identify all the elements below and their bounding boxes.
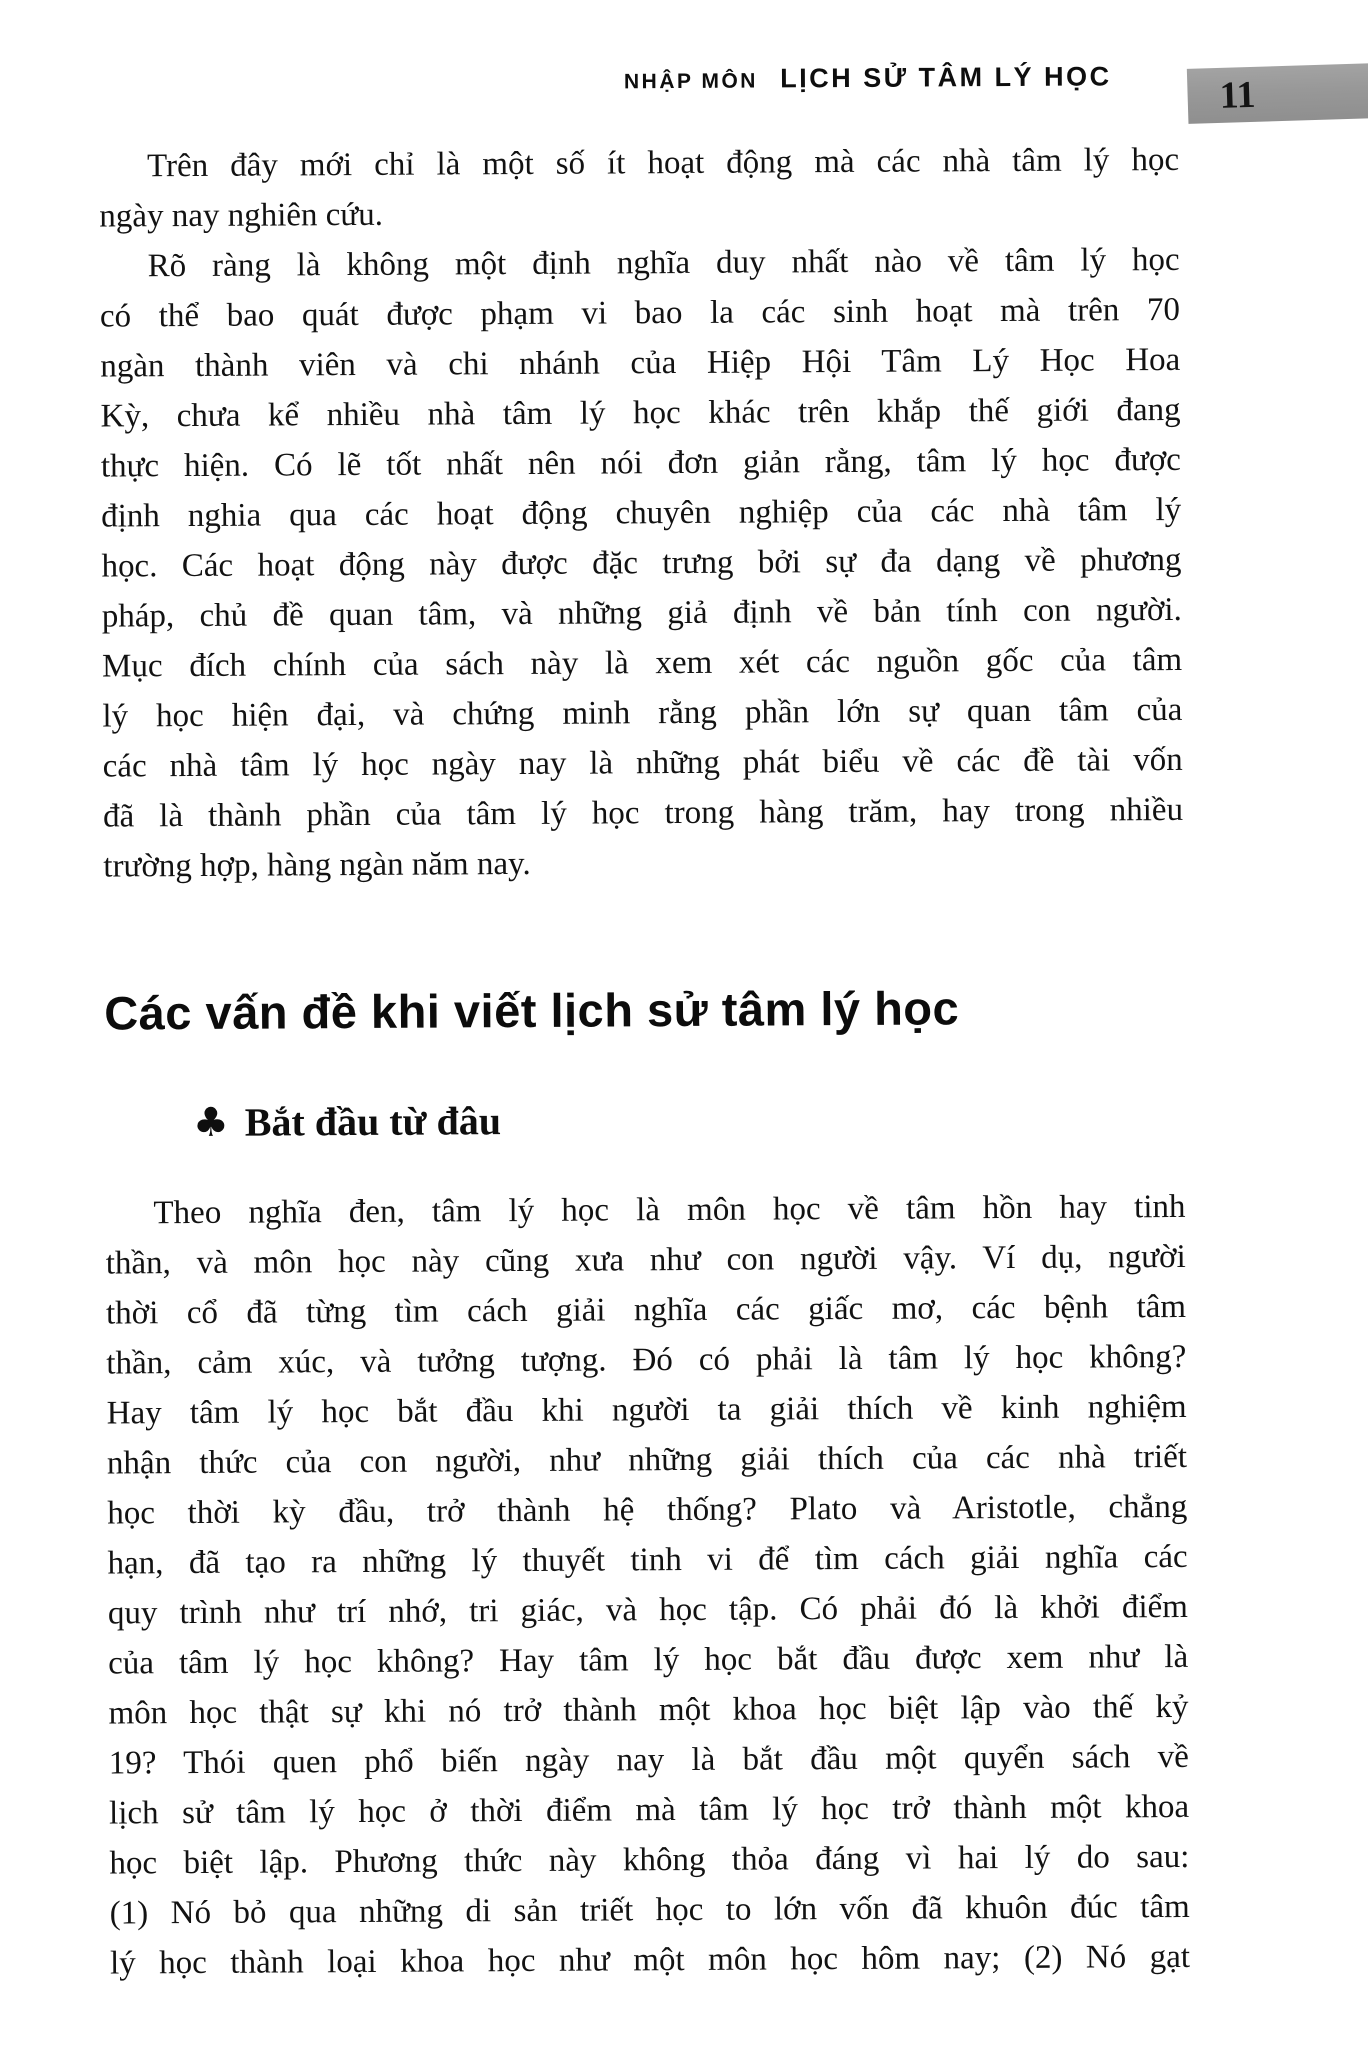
body-line: ngàn thành viên và chi nhánh của Hiệp Hội Tâm Lý Học Hoa [100,341,1181,385]
body-line: Theo nghĩa đen, tâm lý học là môn học về tâm hồn hay tinh [153,1188,1186,1232]
page-number: 11 [1218,73,1257,117]
body-line: pháp, chủ đề quan tâm, và những giả định về bản tính con người. [101,591,1182,635]
body-line: lý học thành loại khoa học như một môn học hôm nay; (2) Nó gạt [109,1938,1191,1982]
body-line: Hay tâm lý học bắt đầu khi người ta giải thích về kinh nghiệm [106,1388,1187,1432]
body-line: (1) Nó bỏ qua những di sản triết học to lớn vốn đã khuôn đúc tâm [109,1888,1190,1932]
running-head-book-part: NHẬP MÔN [623,69,758,94]
body-line: thần, và môn học này cũng xưa như con người vậy. Ví dụ, người [105,1238,1186,1282]
subsection-heading [105,1097,501,1146]
paragraph-where-to-begin [105,1182,1190,1989]
body-line: Kỳ, chưa kể nhiều nhà tâm lý học khác trên khắp thế giới đang [100,391,1181,435]
body-line: trường hợp, hàng ngàn năm nay. [103,845,531,885]
body-line: lịch sử tâm lý học ở thời điểm mà tâm lý học trở thành một khoa [109,1788,1190,1832]
body-line: Trên đây mới chỉ là một số ít hoạt động mà các nhà tâm lý học [146,141,1180,185]
body-line: học. Các hoạt động này được đặc trưng bởi sự đa dạng về phương [101,541,1182,585]
paragraph-intro [99,135,1180,242]
body-line: nhận thức của con người, như những giải thích của các nhà triết [106,1438,1188,1482]
body-line: lý học hiện đại, và chứng minh rằng phần lớn sự quan tâm của [102,691,1183,735]
body-line: có thể bao quát được phạm vi bao la các sinh hoạt mà trên 70 [99,291,1181,335]
body-line: đã là thành phần của tâm lý học trong hàng trăm, hay trong nhiều [102,791,1184,835]
running-head-space [765,69,773,92]
body-line: 19? Thói quen phổ biến ngày nay là bắt đầu một quyển sách về [108,1738,1189,1782]
running-head-title: LỊCH SỬ TÂM LÝ HỌC [780,61,1112,94]
club-suit-icon: ♣ [192,1099,229,1146]
section-heading: Các vấn đề khi viết lịch sử tâm lý học [104,981,960,1040]
running-head [624,61,1112,95]
body-line: học thời kỳ đầu, trở thành hệ thống? Plato và Aristotle, chẳng [107,1488,1188,1532]
page-number-tab [1187,63,1368,124]
body-line: thần, cảm xúc, và tưởng tượng. Đó có phải là tâm lý học không? [106,1338,1187,1382]
body-line: định nghia qua các hoạt động chuyên nghiệp của các nhà tâm lý [101,491,1182,535]
body-line: Mục đích chính của sách này là xem xét các nguồn gốc của tâm [102,641,1183,685]
paragraph-definition [100,235,1184,892]
body-line: thực hiện. Có lẽ tốt nhất nên nói đơn giản rằng, tâm lý học được [100,441,1181,485]
body-line: của tâm lý học không? Hay tâm lý học bắt đầu được xem như là [108,1638,1189,1682]
body-line: quy trình như trí nhớ, tri giác, và học tập. Có phải đó là khởi điểm [107,1588,1188,1632]
body-line: môn học thật sự khi nó trở thành một khoa học biệt lập vào thế kỷ [108,1688,1189,1732]
body-line: học biệt lập. Phương thức này không thỏa đáng vì hai lý do sau: [109,1838,1190,1882]
body-line: các nhà tâm lý học ngày nay là những phát biểu về các đề tài vốn [102,741,1183,785]
body-line: hạn, đã tạo ra những lý thuyết tinh vi để tìm cách giải nghĩa các [107,1538,1188,1582]
body-line: Rõ ràng là không một định nghĩa duy nhất nào về tâm lý học [147,241,1180,285]
body-line: thời cổ đã từng tìm cách giải nghĩa các giấc mơ, các bệnh tâm [105,1288,1187,1332]
body-line: ngày nay nghiên cứu. [99,196,384,235]
subsection-title: Bắt đầu từ đâu [244,1098,502,1145]
